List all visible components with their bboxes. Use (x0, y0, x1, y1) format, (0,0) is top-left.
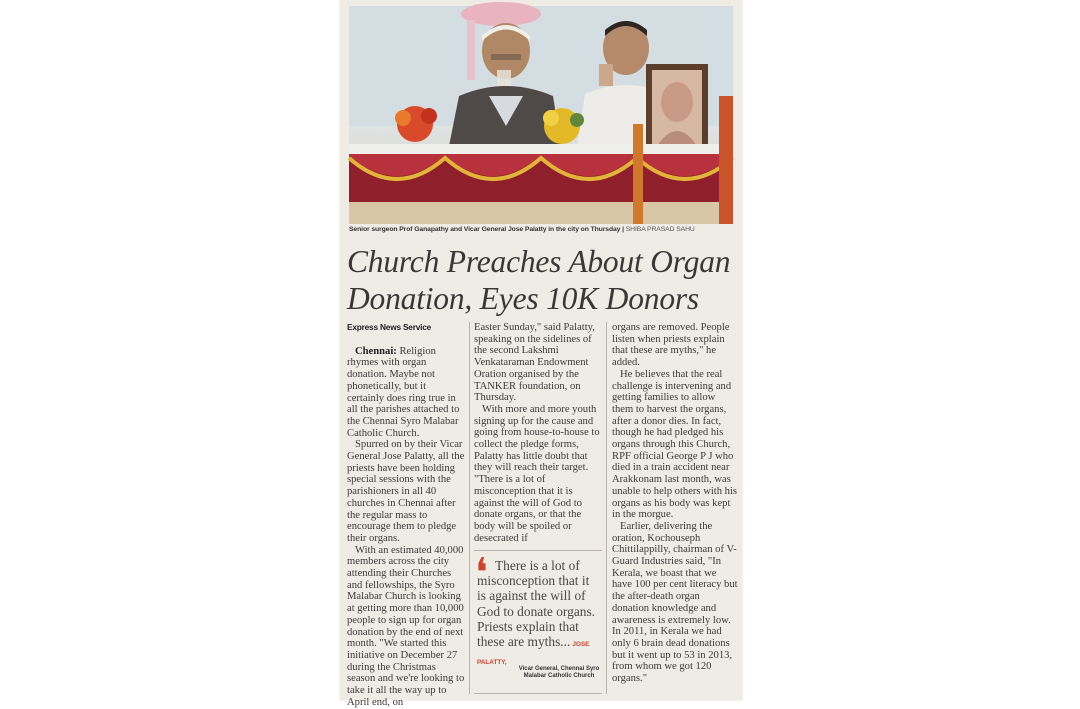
paragraph-text: Religion rhymes with organ donation. Maybe not phonetically, but it certainly does ring true in all the parishes attached to the Chennai Syro Malabar Catholic Church. (347, 345, 460, 439)
headline-line-1: Church Preaches About Organ (347, 244, 731, 279)
article-column-2 (474, 322, 600, 544)
paragraph: Spurred on by their Vicar General Jose Palatty, all the priests have been holding special sessions with the parishioners in all 40 churches in Chennai after the regular mass to encourage them to pledge their organs. (347, 439, 465, 544)
headline-line-2: Donation, Eyes 10K Donors (347, 281, 699, 316)
paragraph: With an estimated 40,000 members across the city attending their Churches and fellowships, the Syro Malabar Church is looking at getting more than 10,000 people to sign up for organ donation by the end of next month. "We started this initiative on December 27 during the Christmas season and we're looking to take it all the way up to April end, on (347, 544, 465, 708)
pull-quote-name: JOSE PALATTY, (477, 641, 590, 667)
headline (347, 243, 743, 317)
column-divider (469, 322, 470, 694)
paragraph (347, 346, 465, 440)
pull-quote-body: There is a lot of misconception that it is against the will of God to donate organs. Priests explain that these are myths... (477, 558, 596, 650)
byline: Express News Service (347, 322, 432, 332)
article-photo (349, 6, 733, 224)
pull-quote-title: Vicar General, Chennai Syro Malabar Catholic Church (518, 666, 600, 679)
dateline: Chennai: (355, 345, 397, 357)
photo-illustration (349, 6, 733, 224)
pull-quote-text (477, 558, 601, 670)
paragraph: organs are removed. People listen when priests explain that these are myths," he added. (612, 322, 730, 369)
photo-credit: SHIBA PRASAD SAHU (625, 226, 695, 233)
column-divider (606, 322, 607, 694)
caption-text: Senior surgeon Prof Ganapathy and Vicar General Jose Palatty in the city on Thursday | (349, 226, 624, 233)
paragraph: Earlier, delivering the oration, Kochouseph Chittilappilly, chairman of V-Guard Industries said, "In Kerala, we boast that we have 100 per cent literacy but the after-death organ donation knowledge and awareness is extremely low. In 2011, in Kerala we had only 6 brain dead donations but it went up to 53 in 2013, from whom we got 120 organs." (612, 520, 738, 685)
article-column-1 (347, 322, 465, 709)
photo-caption (349, 226, 733, 238)
newspaper-clipping (340, 0, 742, 708)
article-column-3 (612, 322, 738, 685)
pull-quote (474, 550, 602, 694)
paragraph: Easter Sunday," said Palatty, speaking on the sidelines of the second Lakshmi Venkataraman Endowment Oration organised by the TANKER foundation, on Thursday. (474, 322, 595, 404)
paragraph: He believes that the real challenge is intervening and getting families to allow them to harvest the organs, after a donor dies. In fact, though he had pledged his organs through this Church, RPF official George P J who died in a train accident near Arakkonam last month, was unable to help others with his organs as his body was kept in the morgue. (612, 368, 738, 521)
paragraph: With more and more youth signing up for the cause and going from house-to-house to collect the pledge forms, Palatty has little doubt that they will reach their target. "There is a lot of misconception that it is against the will of God to donate organs, or that the body will be spoiled or desecrated if (474, 403, 600, 544)
quote-mark-icon: ❛ (475, 550, 488, 596)
